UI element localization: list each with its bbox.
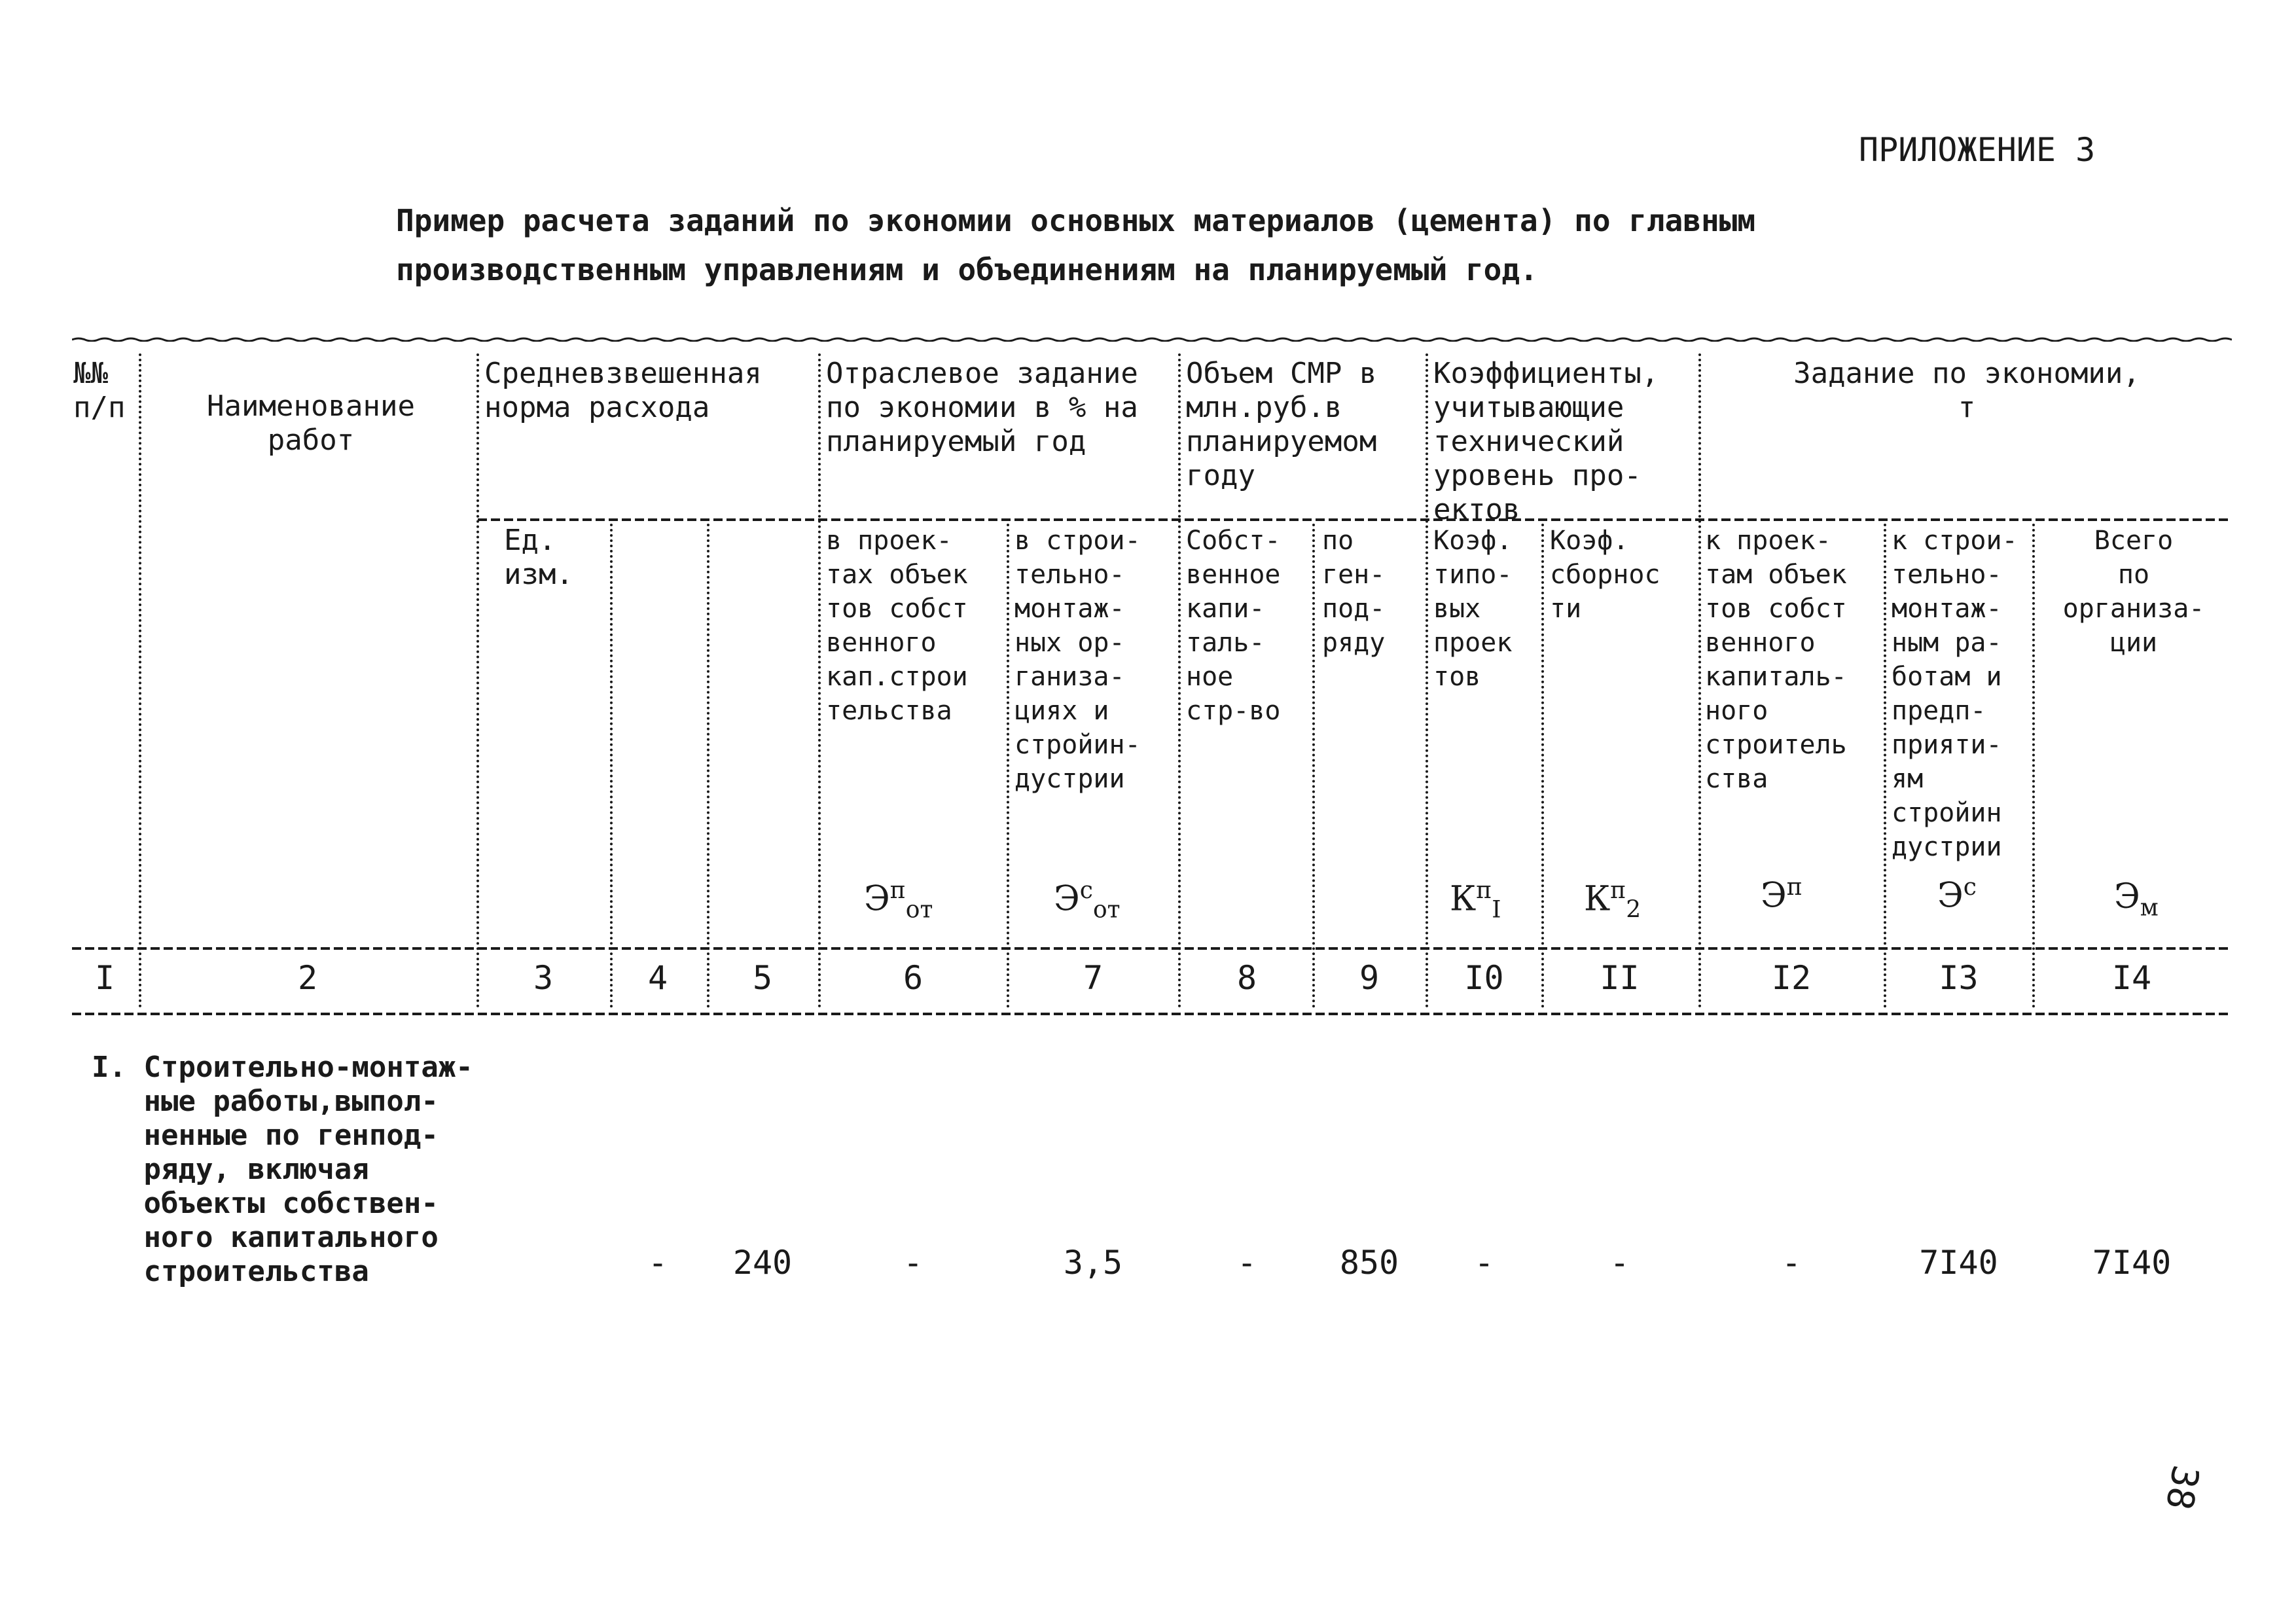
symbol-12: $Э^п$ (1761, 874, 1803, 916)
header-sub-6: в проек- тах объек тов собст венного кап.строи тельства (826, 526, 968, 726)
col-separator (818, 353, 821, 1008)
row-value-12: - (1781, 1244, 1802, 1282)
col-separator (139, 353, 141, 1008)
header-sub-9: по ген- под- ряду (1322, 526, 1386, 658)
col-separator (1178, 353, 1181, 1008)
col-number-12: I2 (1771, 959, 1812, 997)
header-sub-13: к строи- тельно- монтаж- ным ра- ботам и предп- прияти- ям стройин дустрии (1892, 526, 2018, 862)
col-number-7: 7 (1083, 959, 1103, 997)
title-line-2: производственным управлениям и объединениям на планируемый год. (396, 252, 1538, 287)
row-value-10: - (1474, 1244, 1494, 1282)
header-sub-14: Всего по организа- ции (2062, 526, 2205, 658)
col-number-10: I0 (1464, 959, 1504, 997)
header-group-task: Отраслевое задание по экономии в % на планируемый год (826, 357, 1138, 458)
col-number-6: 6 (903, 959, 924, 997)
symbol-7: $Э^с_{от}$ (1054, 877, 1121, 924)
numbers-bottom-rule (72, 1011, 2232, 1016)
col-separator (707, 524, 709, 1008)
symbol-10: $К^п_I$ (1450, 877, 1501, 924)
col-separator (1698, 353, 1701, 1008)
row-value-8: - (1236, 1244, 1257, 1282)
col-number-13: I3 (1939, 959, 1979, 997)
header-group-economy: Задание по экономии, т (1793, 357, 2140, 424)
row-value-6: - (903, 1244, 924, 1282)
symbol-14: $Э_м$ (2114, 877, 2159, 922)
header-sub-11: Коэф. сборнос ти (1550, 526, 1660, 624)
col-separator (2032, 524, 2035, 1008)
header-bottom-rule (72, 946, 2232, 950)
col-number-2: 2 (297, 959, 318, 997)
col-number-4: 4 (647, 959, 668, 997)
row-value-14: 7I40 (2092, 1244, 2172, 1282)
col-separator (1884, 524, 1886, 1008)
row-value-7: 3,5 (1063, 1244, 1123, 1282)
symbol-13: $Э^с$ (1937, 874, 1977, 916)
col-number-14: I4 (2111, 959, 2152, 997)
header-sub-12: к проек- там объек тов собст венного капиталь- ного строитель ства (1705, 526, 1847, 794)
header-group-norm: Средневзвешенная норма расхода (484, 357, 762, 424)
title-line-1: Пример расчета заданий по экономии основных материалов (цемента) по главным (396, 203, 1756, 238)
col-number-3: 3 (533, 959, 554, 997)
header-sub-7: в строи- тельно- монтаж- ных ор- ганиза- циях и стройин- дустрии (1014, 526, 1141, 794)
row-label: I. Строительно-монтаж- ные работы,выпол- ненные по генпод- ряду, включая объекты собствен- ного капитального строительства (92, 1051, 473, 1288)
symbol-6: $Э^п_{от}$ (864, 877, 933, 924)
header-unit: Ед. изм. (504, 524, 573, 591)
col-separator (1426, 353, 1428, 1008)
header-mid-rule (478, 517, 2232, 522)
col-number-8: 8 (1236, 959, 1257, 997)
col-separator (1312, 524, 1315, 1008)
symbol-11: $К^п_2$ (1584, 877, 1641, 924)
col-number-1: I (94, 959, 115, 997)
row-value-5: 240 (732, 1244, 793, 1282)
header-group-volume: Объем СМР в млн.руб.в планируемом году (1186, 357, 1377, 492)
appendix-label: ПРИЛОЖЕНИЕ 3 (1859, 131, 2096, 169)
col-number-11: II (1600, 959, 1640, 997)
header-group-coef: Коэффициенты, учитывающие технический уровень про- ектов (1433, 357, 1659, 526)
page-number: 38 (2157, 1462, 2207, 1513)
col-separator (1007, 524, 1009, 1008)
col-separator (476, 353, 479, 1008)
col-separator (610, 524, 613, 1008)
header-col-number: №№ п/п (73, 357, 126, 424)
header-col-name: Наименование работ (207, 389, 415, 457)
row-value-13: 7I40 (1919, 1244, 1998, 1282)
col-separator (1541, 524, 1544, 1008)
col-number-9: 9 (1359, 959, 1380, 997)
table-top-rule (72, 337, 2232, 342)
header-sub-10: Коэф. типо- вых проек тов (1433, 526, 1513, 692)
col-number-5: 5 (752, 959, 773, 997)
row-value-4: - (647, 1244, 668, 1282)
header-sub-8: Собст- венное капи- таль- ное стр-во (1186, 526, 1281, 726)
row-value-11: - (1609, 1244, 1630, 1282)
row-value-9: 850 (1339, 1244, 1399, 1282)
